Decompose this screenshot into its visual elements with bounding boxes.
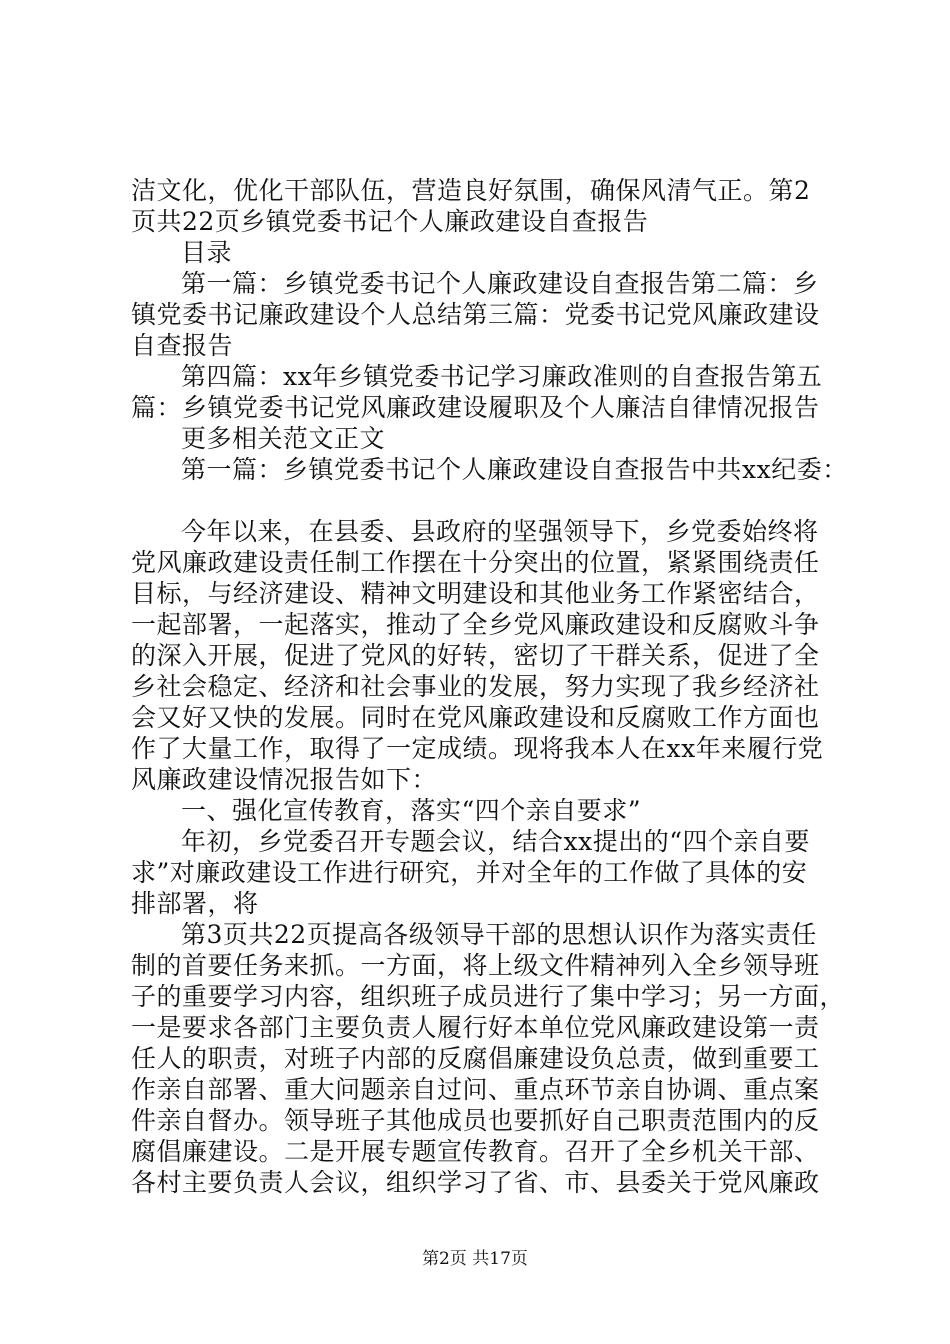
paragraph-line: 作了大量工作，取得了一定成绩。现将我本人在xx年来履行党 xyxy=(131,734,824,763)
more-link-text: 更多相关范文正文 xyxy=(181,424,386,453)
toc-entry: 镇党委书记廉政建设个人总结第三篇：党委书记党风廉政建设 xyxy=(131,300,820,329)
paragraph-line: 会又好又快的发展。同时在党风廉政建设和反腐败工作方面也 xyxy=(131,703,820,732)
paragraph-line: 一是要求各部门主要负责人履行好本单位党风廉政建设第一责 xyxy=(131,1013,820,1042)
paragraph-line: 的深入开展，促进了党风的好转，密切了干群关系，促进了全 xyxy=(131,641,820,670)
toc-entry: 篇：乡镇党委书记党风廉政建设履职及个人廉洁自律情况报告 xyxy=(131,393,820,422)
paragraph-line: 年初，乡党委召开专题会议，结合xx提出的“四个亲自要 xyxy=(181,827,810,856)
paragraph-line: 党风廉政建设责任制工作摆在十分突出的位置，紧紧围绕责任 xyxy=(131,548,820,577)
text-line: 页共22页乡镇党委书记个人廉政建设自查报告 xyxy=(131,207,649,236)
subheading: 一、强化宣传教育，落实“四个亲自要求” xyxy=(181,796,642,825)
text-line: 洁文化，优化干部队伍，营造良好氛围，确保风清气正。第2 xyxy=(131,176,811,205)
paragraph-line: 任人的职责，对班子内部的反腐倡廉建设负总责，做到重要工 xyxy=(131,1044,820,1073)
paragraph-line: 腐倡廉建设。二是开展专题宣传教育。召开了全乡机关干部、 xyxy=(131,1137,820,1166)
toc-entry: 第一篇：乡镇党委书记个人廉政建设自查报告第二篇：乡 xyxy=(181,269,819,298)
paragraph-line: 乡社会稳定、经济和社会事业的发展，努力实现了我乡经济社 xyxy=(131,672,820,701)
paragraph-line: 子的重要学习内容，组织班子成员进行了集中学习；另一方面， xyxy=(131,982,846,1011)
paragraph-line: 件亲自督办。领导班子其他成员也要抓好自己职责范围内的反 xyxy=(131,1106,820,1135)
paragraph-line: 各村主要负责人会议，组织学习了省、市、县委关于党风廉政 xyxy=(131,1168,820,1197)
page-number-footer: 第2页 共17页 xyxy=(422,1249,528,1269)
paragraph-line: 目标，与经济建设、精神文明建设和其他业务工作紧密结合， xyxy=(131,579,820,608)
paragraph-line: 第3页共22页提高各级领导干部的思想认识作为落实责任 xyxy=(181,920,817,949)
paragraph-line: 风廉政建设情况报告如下： xyxy=(131,765,438,794)
paragraph-line: 今年以来，在县委、县政府的坚强领导下，乡党委始终将 xyxy=(181,517,819,546)
paragraph-line: 作亲自部署、重大问题亲自过问、重点环节亲自协调、重点案 xyxy=(131,1075,820,1104)
paragraph-line: 制的首要任务来抓。一方面，将上级文件精神列入全乡领导班 xyxy=(131,951,820,980)
toc-entry: 自查报告 xyxy=(131,331,234,360)
section-title: 第一篇：乡镇党委书记个人廉政建设自查报告中共xx纪委： xyxy=(181,455,848,484)
paragraph-line: 求”对廉政建设工作进行研究，并对全年的工作做了具体的安 xyxy=(131,858,808,887)
document-body xyxy=(131,175,848,1198)
blank-line xyxy=(131,485,821,516)
toc-entry: 第四篇：xx年乡镇党委书记学习廉政准则的自查报告第五 xyxy=(181,362,823,391)
toc-heading: 目录 xyxy=(181,238,233,267)
paragraph-line: 排部署，将 xyxy=(131,889,259,918)
paragraph-line: 一起部署，一起落实，推动了全乡党风廉政建设和反腐败斗争 xyxy=(131,610,820,639)
